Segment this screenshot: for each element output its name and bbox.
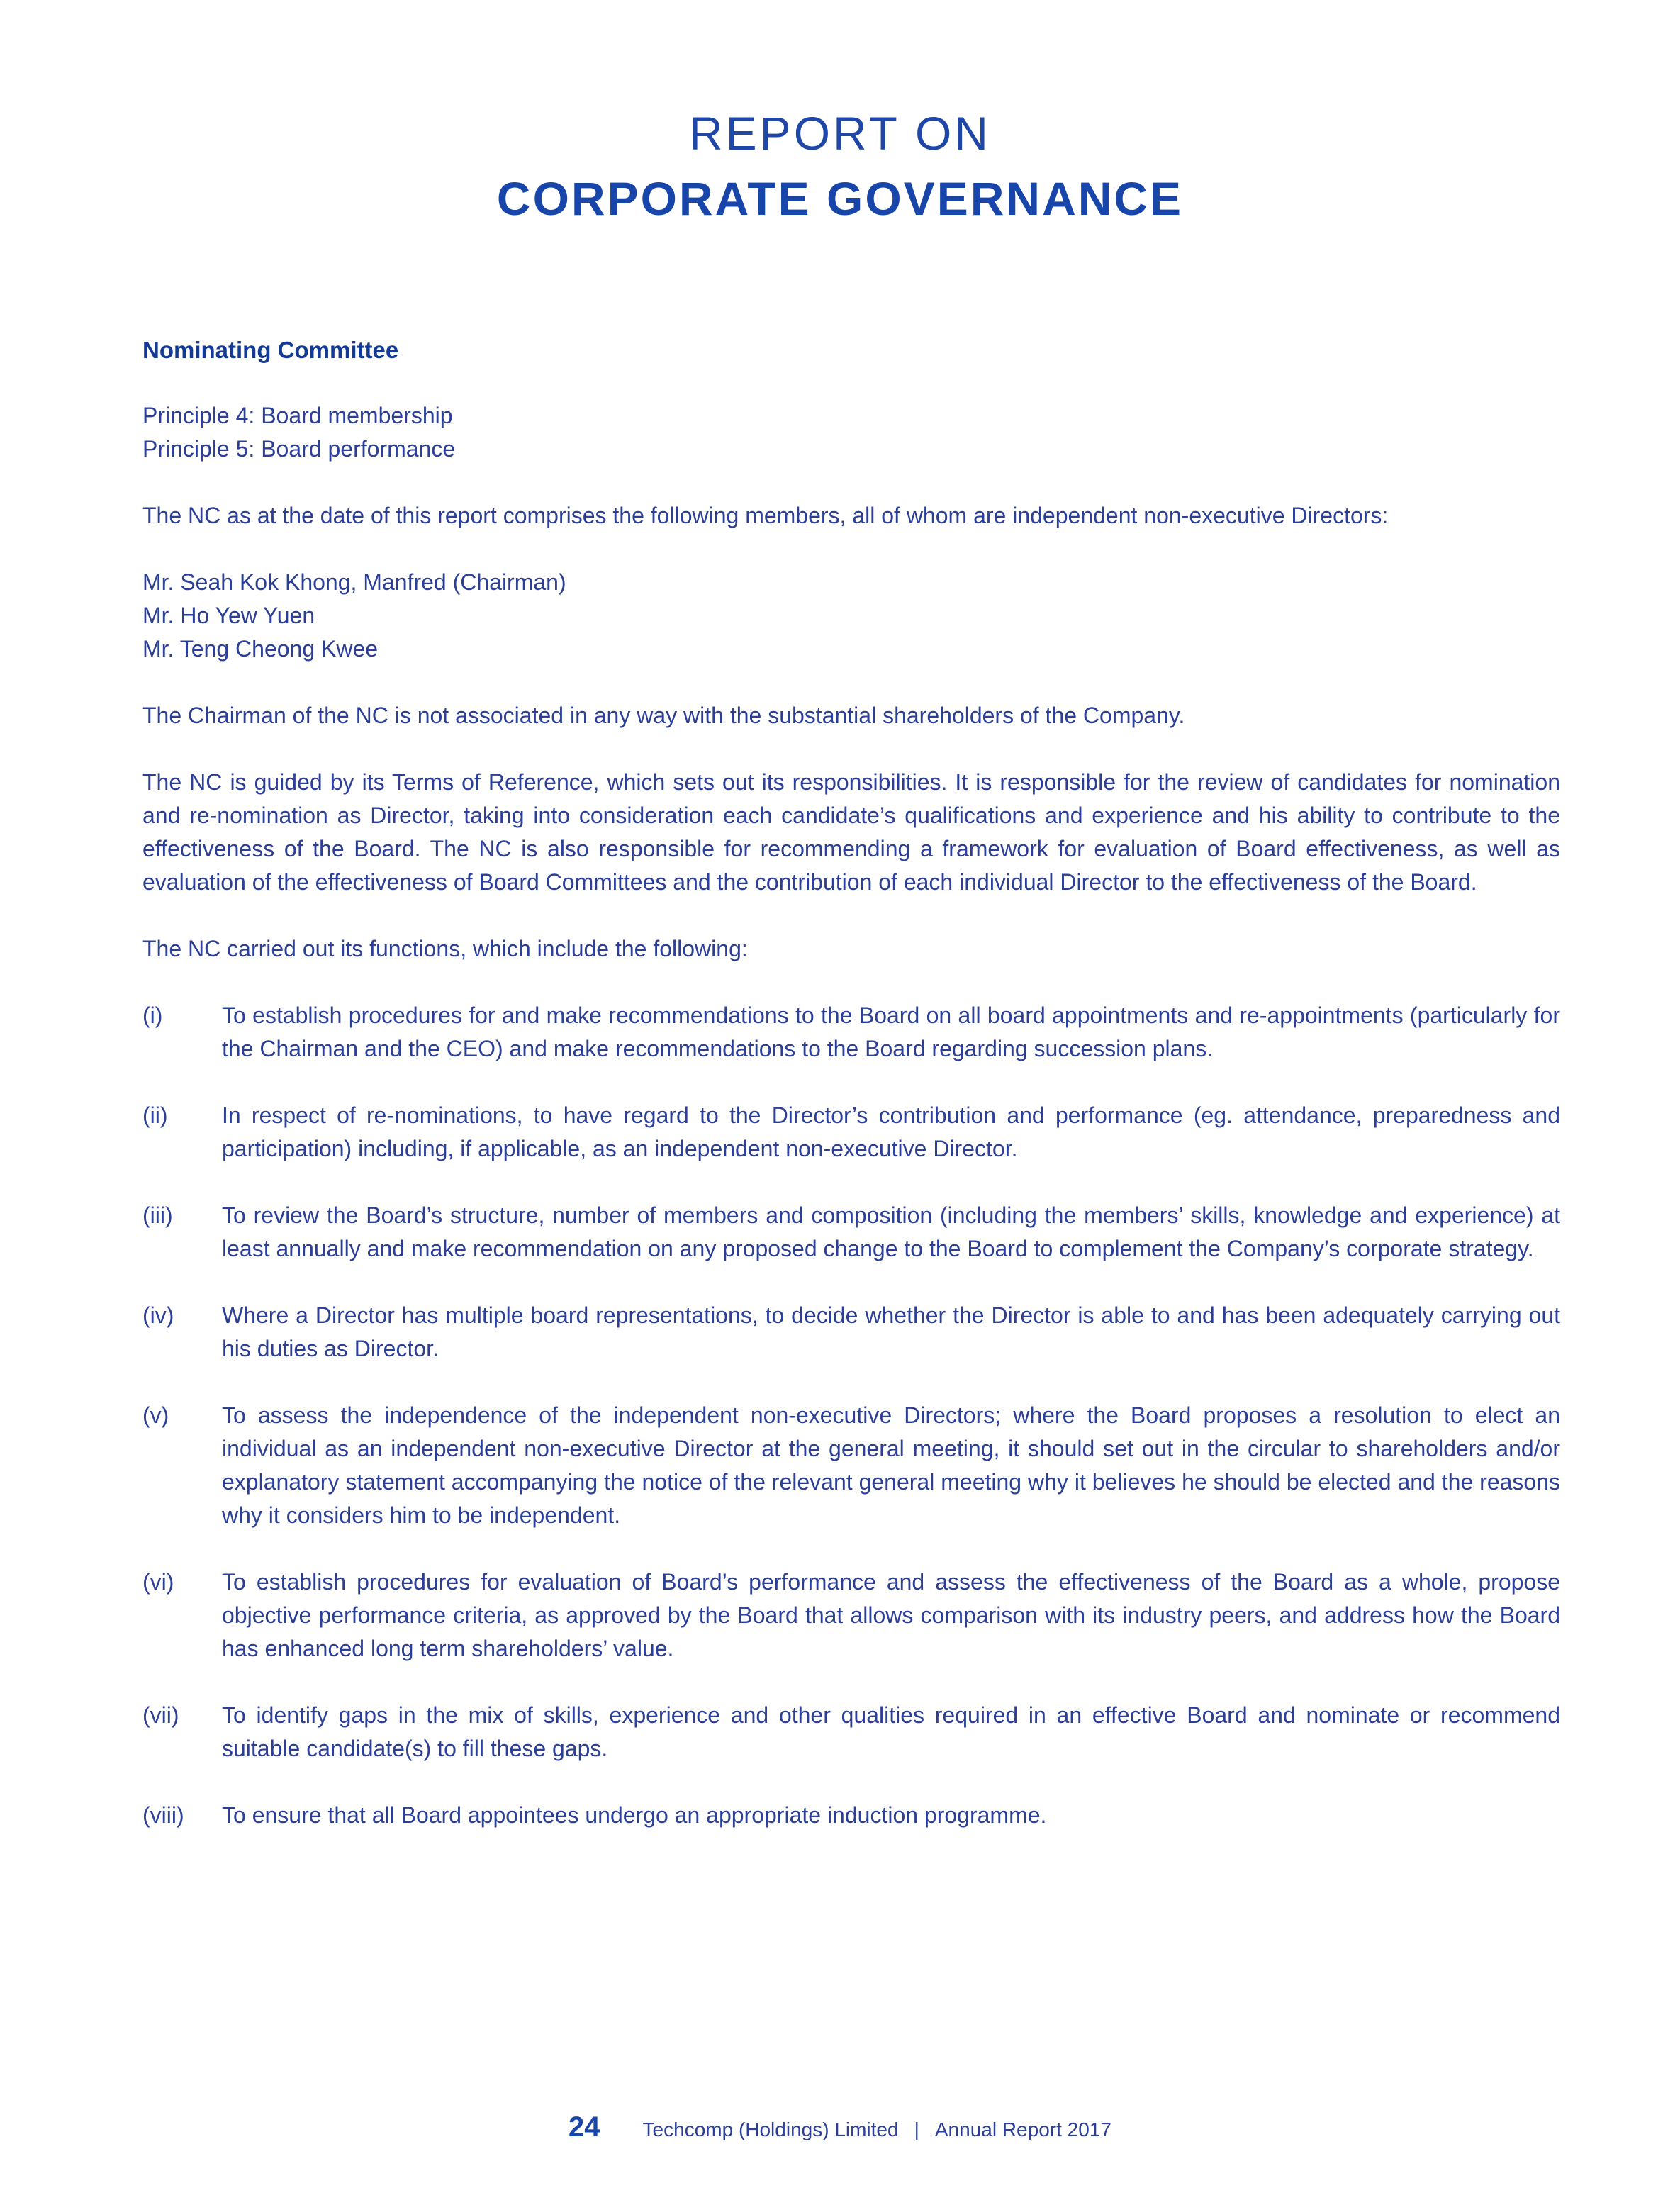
page-footer xyxy=(0,2111,1680,2143)
member-item: Mr. Teng Cheong Kwee xyxy=(142,636,379,662)
function-item xyxy=(142,1799,1560,1832)
function-number: (vi) xyxy=(142,1569,174,1595)
function-number: (v) xyxy=(142,1402,169,1428)
function-item xyxy=(142,999,1560,1066)
footer-separator: | xyxy=(914,2119,919,2140)
function-item xyxy=(142,1399,1560,1532)
member-item: Mr. Ho Yew Yuen xyxy=(142,603,315,628)
main-content xyxy=(142,333,1560,1865)
function-text: To establish procedures for evaluation of Board’s performance and assess the effectiveness of the Board as a whole, propose objective performance criteria, as approved by the Board that allows comparison with its industry peers, and address how the Board has enhanced long term shareholders’ value. xyxy=(222,1569,1560,1661)
function-item xyxy=(142,1565,1560,1665)
function-text: In respect of re-nominations, to have regard to the Director’s contribution and performance (eg. attendance, preparedness and participation) including, if applicable, as an independent non-executive Director. xyxy=(222,1103,1560,1161)
section-heading: Nominating Committee xyxy=(142,337,399,363)
function-number: (vii) xyxy=(142,1702,179,1728)
principle-4: Principle 4: Board membership xyxy=(142,403,453,428)
function-text: To establish procedures for and make recommendations to the Board on all board appointments and re-appointments (particularly for the Chairman and the CEO) and make recommendations to the Board regarding succession plans. xyxy=(222,1003,1560,1061)
chairman-note: The Chairman of the NC is not associated in any way with the substantial shareholders of the Company. xyxy=(142,703,1185,728)
page-number: 24 xyxy=(569,2111,600,2143)
function-number: (ii) xyxy=(142,1103,168,1128)
page-title-line1: REPORT ON xyxy=(689,107,991,160)
function-text: To assess the independence of the independent non-executive Directors; where the Board proposes a resolution to elect an individual as an independent non-executive Director at the general meeting, it should set out in the circular to shareholders and/or explanatory statement accompanying the notice of the relevant general meeting why it believes he should be elected and the reasons why it considers him to be independent. xyxy=(222,1402,1560,1528)
function-number: (iv) xyxy=(142,1302,174,1328)
member-item: Mr. Seah Kok Khong, Manfred (Chairman) xyxy=(142,569,566,595)
page-title-line2: CORPORATE GOVERNANCE xyxy=(496,172,1184,225)
function-item xyxy=(142,1699,1560,1765)
function-text: Where a Director has multiple board representations, to decide whether the Director is able to and has been adequately carrying out his duties as Director. xyxy=(222,1302,1560,1361)
principle-5: Principle 5: Board performance xyxy=(142,436,456,462)
function-item xyxy=(142,1199,1560,1266)
footer-report: Annual Report 2017 xyxy=(934,2119,1111,2140)
footer-company: Techcomp (Holdings) Limited xyxy=(642,2119,899,2140)
terms-paragraph: The NC is guided by its Terms of Reference, which sets out its responsibilities. It is responsible for the review of candidates for nomination and re-nomination as Director, taking into consideration each candidate’s qualifications and experience and his ability to contribute to the effectiveness of the Board. The NC is also responsible for recommending a framework for evaluation of Board effectiveness, as well as evaluation of the effectiveness of Board Committees and the contribution of each individual Director to the effectiveness of the Board. xyxy=(142,769,1560,895)
function-text: To identify gaps in the mix of skills, experience and other qualities required in an effective Board and nominate or recommend suitable candidate(s) to fill these gaps. xyxy=(222,1702,1560,1761)
function-text: To review the Board’s structure, number of members and composition (including the members’ skills, knowledge and experience) at least annually and make recommendation on any proposed change to the Board to complement the Company’s corporate strategy. xyxy=(222,1202,1560,1261)
function-item xyxy=(142,1299,1560,1366)
principles-block xyxy=(142,399,1560,466)
function-item xyxy=(142,1099,1560,1166)
function-number: (iii) xyxy=(142,1202,173,1228)
function-text: To ensure that all Board appointees undergo an appropriate induction programme. xyxy=(222,1802,1047,1828)
functions-intro: The NC carried out its functions, which include the following: xyxy=(142,936,748,961)
members-list xyxy=(142,566,1560,666)
members-intro: The NC as at the date of this report comprises the following members, all of whom are independent non-executive Directors: xyxy=(142,503,1389,528)
function-number: (viii) xyxy=(142,1802,184,1828)
function-number: (i) xyxy=(142,1003,163,1028)
